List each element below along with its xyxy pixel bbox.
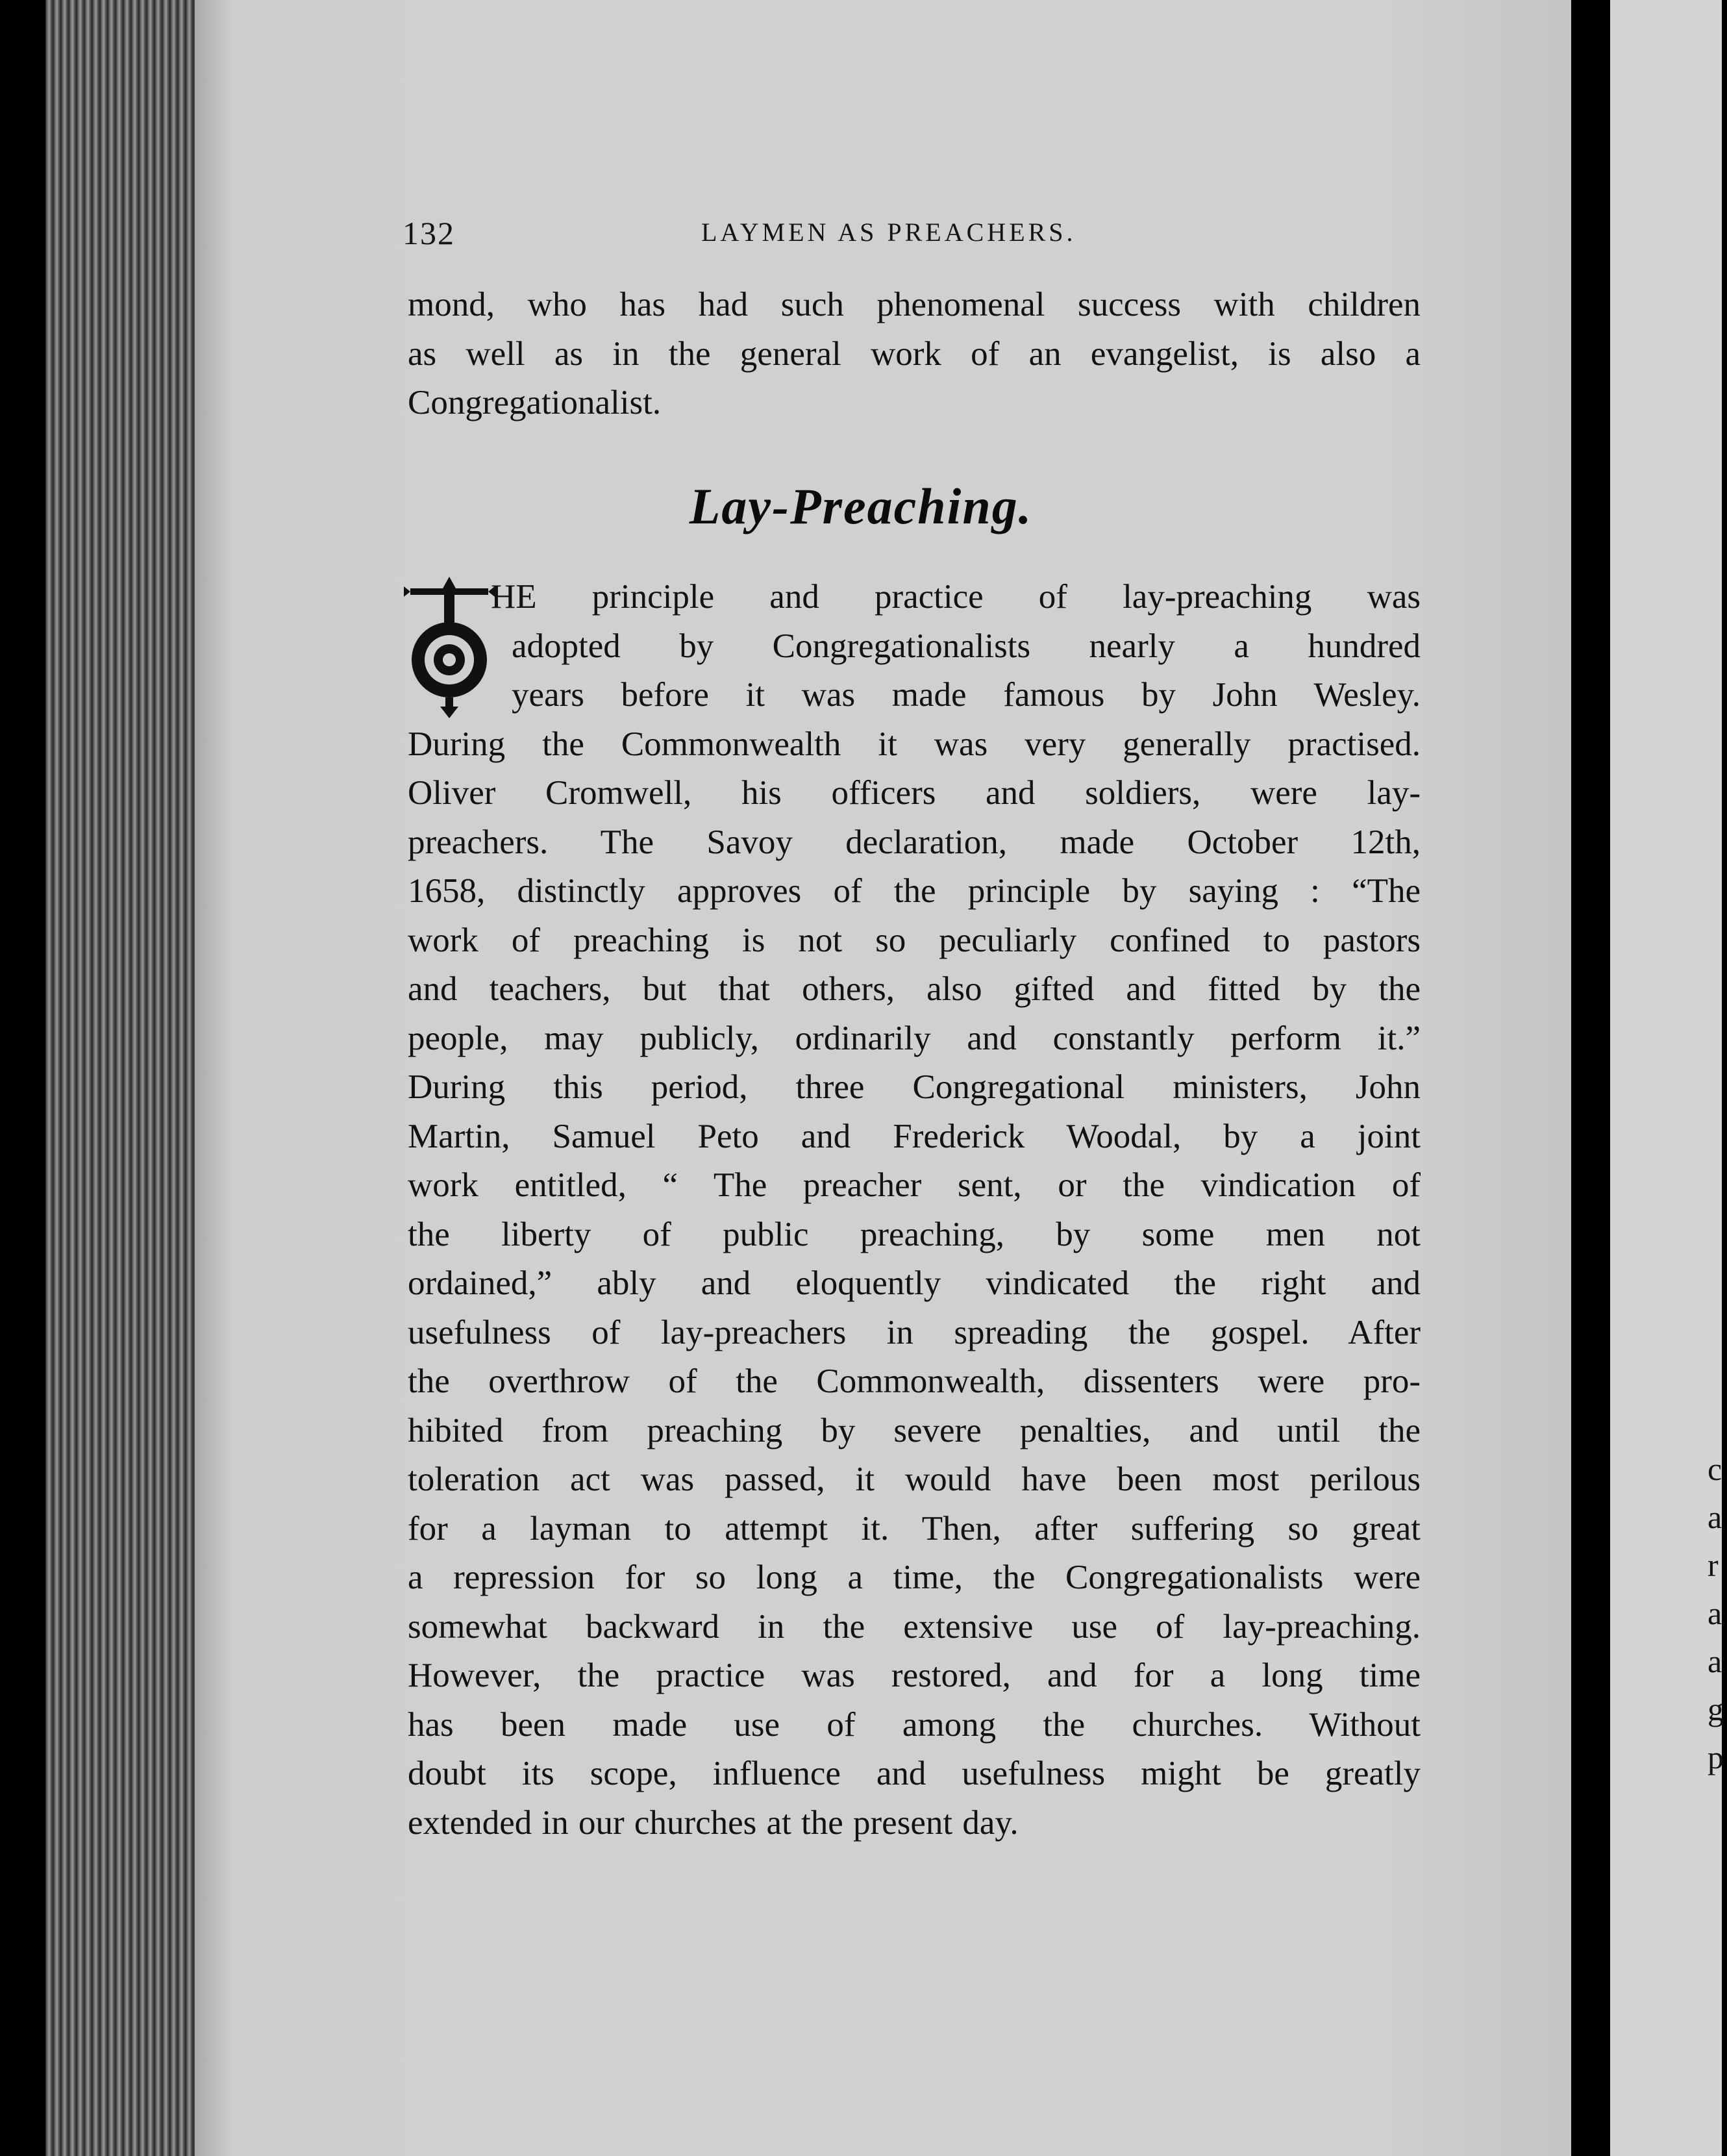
fragment-letter: r (1708, 1547, 1719, 1583)
fragment-letter: p (1708, 1739, 1724, 1775)
text-line: the liberty of public preaching, by some men not (408, 1215, 1421, 1253)
page-number: 132 (403, 215, 455, 251)
paragraph-continued (408, 281, 1421, 428)
running-head: LAYMEN AS PREACHERS. (701, 218, 1076, 247)
text-line: usefulness of lay-preachers in spreading the gospel. After (408, 1313, 1421, 1351)
text-line: and teachers, but that others, also gifted and fitted by the (408, 970, 1421, 1008)
text-line: doubt its scope, influence and usefulness might be greatly (408, 1755, 1421, 1792)
fragment-letter: a (1708, 1643, 1722, 1679)
text-line: During this period, three Congregational ministers, John (408, 1068, 1421, 1106)
text-line: for a layman to attempt it. Then, after suffering so great (408, 1509, 1421, 1548)
text-line: Martin, Samuel Peto and Frederick Woodal, by a joint (408, 1117, 1421, 1155)
text-line: a repression for so long a time, the Congregationalists were (408, 1559, 1421, 1596)
text-line: HE principle and practice of lay-preaching was (491, 578, 1421, 616)
text-line: hibited from preaching by severe penalties, and until the (408, 1411, 1421, 1449)
text-line: However, the practice was restored, and for a long time (408, 1657, 1421, 1694)
text-line: ordained,” ably and eloquently vindicated the right and (408, 1264, 1421, 1302)
text-line: work entitled, “ The preacher sent, or the vindication of (408, 1166, 1421, 1204)
text-line: Congregationalist. (408, 384, 662, 421)
fragment-letter: c (1708, 1451, 1722, 1487)
book-gutter (1571, 0, 1610, 2156)
text-line: toleration act was passed, it would have been most perilous (408, 1460, 1421, 1498)
text-line: 1658, distinctly approves of the principle by saying : “The (408, 872, 1421, 910)
fragment-letter: a (1708, 1499, 1722, 1535)
text-line: as well as in the general work of an evangelist, is also a (408, 334, 1421, 373)
facing-page-fragments (1708, 1445, 1727, 1781)
text-line: work of preaching is not so peculiarly confined to pastors (408, 921, 1421, 959)
text-line: people, may publicly, ordinarily and constantly perform it.” (408, 1019, 1421, 1057)
text-line: mond, who has had such phenomenal success with children (408, 286, 1421, 323)
fragment-letter: g (1708, 1691, 1724, 1727)
facing-page (1610, 0, 1722, 2156)
paragraph-lay-preaching (408, 573, 1421, 1848)
section-title: Lay-Preaching. (689, 478, 1033, 534)
fragment-letter: a (1708, 1595, 1722, 1631)
text-line: adopted by Congregationalists nearly a hundred (512, 627, 1421, 665)
book-page-edges (45, 0, 201, 2156)
text-line: Oliver Cromwell, his officers and soldiers, were lay- (408, 774, 1421, 812)
text-line: has been made use of among the churches. Without (408, 1705, 1421, 1744)
text-line: extended in our churches at the present day. (408, 1803, 1019, 1842)
page-header (403, 214, 1415, 260)
text-line: the overthrow of the Commonwealth, dissenters were pro- (408, 1362, 1421, 1400)
text-line: During the Commonwealth it was very generally practised. (408, 725, 1421, 763)
text-line: preachers. The Savoy declaration, made October 12th, (408, 823, 1421, 861)
text-line: somewhat backward in the extensive use of lay-preaching. (408, 1607, 1421, 1646)
text-line: years before it was made famous by John Wesley. (512, 676, 1421, 714)
